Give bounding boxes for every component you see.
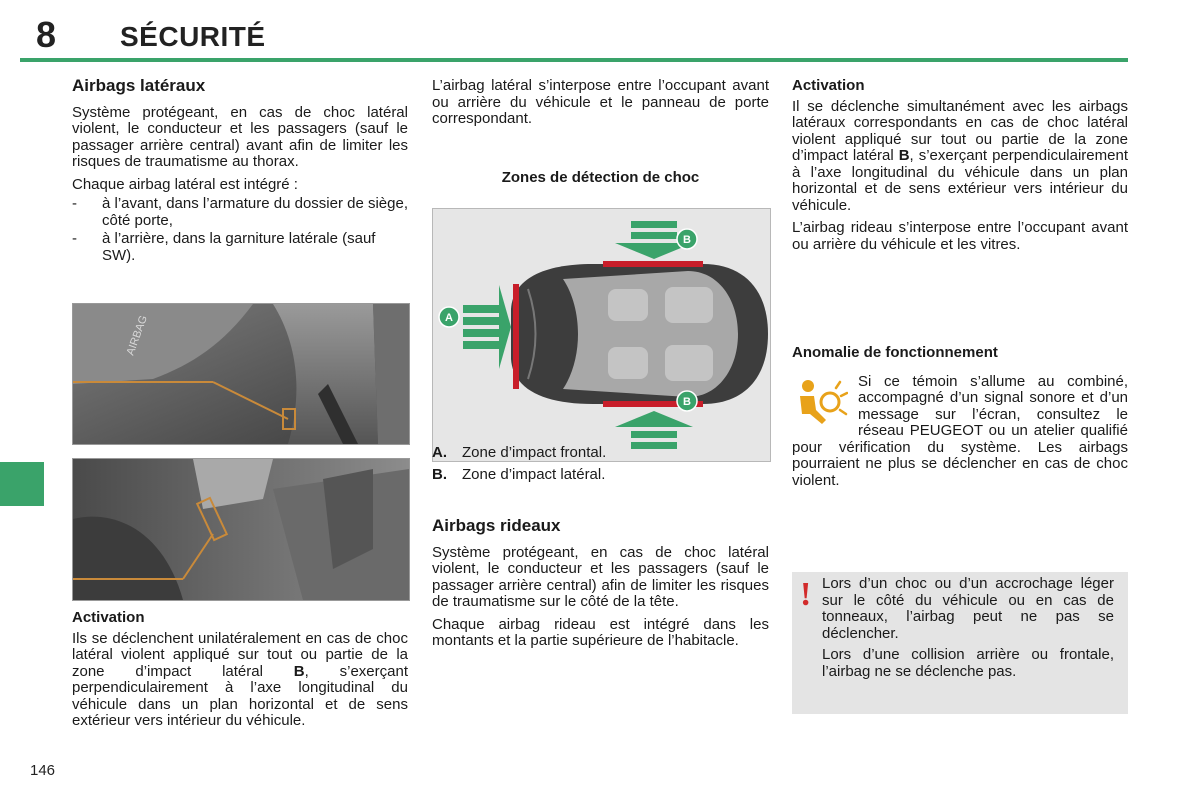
caption-key: A.: [432, 444, 447, 461]
side-airbags-heading: Airbags latéraux: [72, 76, 206, 95]
zone-a-arrow: [463, 285, 511, 369]
header-divider: [20, 58, 1128, 62]
curtain-activation-text-part2: , s’exerçant perpendiculairement à l’axe longitudinal du véhicule dans un plan horizontal et de sens extérieur vers intérieur du véhicule.: [792, 147, 1128, 214]
side-activation-heading: Activation: [72, 609, 145, 626]
side-activation-section: [72, 610, 408, 736]
list-item: [72, 196, 408, 229]
list-dash: -: [72, 195, 77, 212]
caption-text: Zone d’impact latéral.: [462, 465, 606, 483]
side-activation-text-part2: , s’exerçant perpendiculairement à l’axe longitudinal du véhicule dans un plan horizontal et de sens extérieur vers intérieur du véhicule.: [72, 662, 408, 729]
curtain-activation-heading: Activation: [792, 77, 865, 94]
zone-b-reference: B: [898, 147, 910, 164]
curtain-airbags-section: [432, 518, 769, 656]
column-2-intro: [432, 78, 769, 134]
warning-box: [792, 572, 1128, 714]
curtain-activation-text-part1: Il se déclenche simultanément avec les airbags latéraux correspondants en cas de choc latéral violent appliqué sur tout ou partie de la zone d’impact latéral: [792, 97, 1128, 164]
airbag-warning-light-icon: [792, 376, 848, 432]
column-1: [72, 78, 408, 266]
chapter-title: SÉCURITÉ: [120, 21, 266, 52]
list-item: [72, 231, 408, 264]
curtain-airbags-location: Chaque airbag rideau est intégré dans les montants et la partie supérieure de l’habitacle.: [432, 615, 769, 649]
exclamation-icon: !: [800, 576, 812, 613]
side-impact-zone-top: [603, 261, 703, 267]
caption-zone-b: [432, 467, 769, 484]
zone-b-bottom-label: B: [683, 396, 691, 408]
anomaly-text: Si ce témoin s’allume au combiné, accompagné d’un signal sonore et d’un message sur l’écran, consultez le réseau PEUGEOT ou un atelier qualifié pour vérification du système. Les airbags pourraient ne plus se déclencher en cas de choc violent.: [792, 372, 1128, 489]
anomaly-heading: Anomalie de fonctionnement: [792, 344, 998, 361]
zone-b-bottom-arrow: [615, 411, 693, 449]
diagram-title: Zones de détection de choc: [501, 169, 700, 186]
zone-b-reference: B: [293, 662, 305, 680]
front-seat-photo: [72, 303, 410, 445]
curtain-position-text: L’airbag rideau s’interpose entre l’occupant avant ou arrière du véhicule et les vitres.: [792, 219, 1128, 253]
diagram-captions: [432, 445, 769, 488]
impact-zones-diagram: [432, 208, 771, 462]
list-dash: -: [72, 230, 77, 247]
front-impact-zone: [513, 284, 519, 389]
zone-a-label: A: [445, 312, 453, 324]
caption-key: B.: [432, 465, 447, 483]
caption-text: Zone d’impact frontal.: [462, 444, 607, 461]
side-airbags-location-list: [72, 196, 408, 264]
zone-b-top-label: B: [683, 234, 691, 246]
side-airbag-intro-text: L’airbag latéral s’interpose entre l’occupant avant ou arrière du véhicule et le panneau de porte correspondant.: [432, 77, 769, 127]
list-item-text: à l’arrière, dans la garniture latérale (sauf SW).: [102, 230, 376, 264]
rear-seat-illustration: [73, 459, 409, 600]
side-activation-text-part1: Ils se déclenchent unilatéralement en cas de choc latéral violent appliqué sur tout ou partie de la zone d’impact latéral: [72, 629, 408, 680]
side-airbags-location-intro: Chaque airbag latéral est intégré :: [72, 175, 298, 193]
car-top-view-diagram: [433, 209, 770, 461]
chapter-number: 8: [36, 14, 57, 55]
warning-para-side-impact: Lors d’un choc ou d’un accrochage léger sur le côté du véhicule ou en cas de tonneaux, l’airbag peut ne pas se déclencher.: [822, 575, 1114, 642]
list-item-text: à l’avant, dans l’armature du dossier de siège, côté porte,: [102, 195, 409, 229]
side-activation-text: [72, 631, 408, 730]
warning-text: [822, 576, 1114, 685]
rear-seat-photo: [72, 458, 410, 601]
page-number: 146: [30, 762, 56, 779]
airbag-label-on-seat: AIRBAG: [124, 313, 151, 358]
caption-zone-a: [432, 445, 769, 462]
chapter-side-tab: [0, 462, 44, 506]
side-airbags-description: Système protégeant, en cas de choc latéral violent, le conducteur et les passagers (sauf le passager arrière central) avant afin de limiter les risques de traumatisme au thorax.: [72, 103, 408, 170]
anomaly-section: [792, 345, 1128, 495]
front-seat-illustration: [73, 304, 409, 444]
curtain-airbags-description: Système protégeant, en cas de choc latéral violent, le conducteur et les passagers (sauf le passager arrière central) afin de limiter les risques de traumatisme sur le côté de la tête.: [432, 543, 769, 610]
curtain-activation-text: [792, 99, 1128, 215]
curtain-activation-section: [792, 78, 1128, 259]
curtain-airbags-heading: Airbags rideaux: [432, 516, 561, 535]
warning-para-rear-front-collision: Lors d’une collision arrière ou frontale, l’airbag ne se déclenche pas.: [822, 646, 1114, 680]
